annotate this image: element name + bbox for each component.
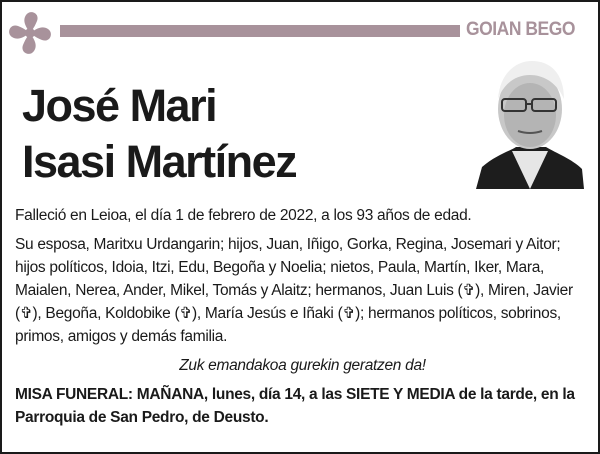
name-line-2: Isasi Martínez (22, 136, 297, 187)
funeral-details: MISA FUNERAL: MAÑANA, lunes, día 14, a las SIETE Y MEDIA de la tarde, en la Parroquia de San Pedro, de Deusto. (15, 386, 575, 426)
family-list: Su esposa, Maritxu Urdangarin; hijos, Juan, Iñigo, Gorka, Regina, Josemari y Aitor; hijos políticos, Idoia, Itzi, Edu, Begoña y Noelia; nietos, Paula, Martín, Iker, Mara, Maialen, Nerea, Ander, Mikel, Tomás y Alaitz; hermanos, Juan Luis (✞), Miren, Javier (✞), Begoña, Koldobike (✞), María Jesús e Iñaki (✞); hermanos políticos, sobrinos, primos, amigos y demás familia. (15, 236, 573, 345)
name-line-1: José Mari (22, 80, 217, 131)
memorial-motto: Zuk emandakoa gurekin geratzen da! (179, 357, 426, 374)
header-bar (60, 25, 460, 37)
deceased-name (22, 78, 296, 190)
brand-title: GOIAN BEGO (466, 19, 576, 40)
lauburu-icon (4, 7, 56, 59)
death-notice: Falleció en Leioa, el día 1 de febrero de 2022, a los 93 años de edad. (15, 207, 472, 224)
portrait-photo (476, 59, 584, 189)
obituary-body (15, 204, 590, 435)
